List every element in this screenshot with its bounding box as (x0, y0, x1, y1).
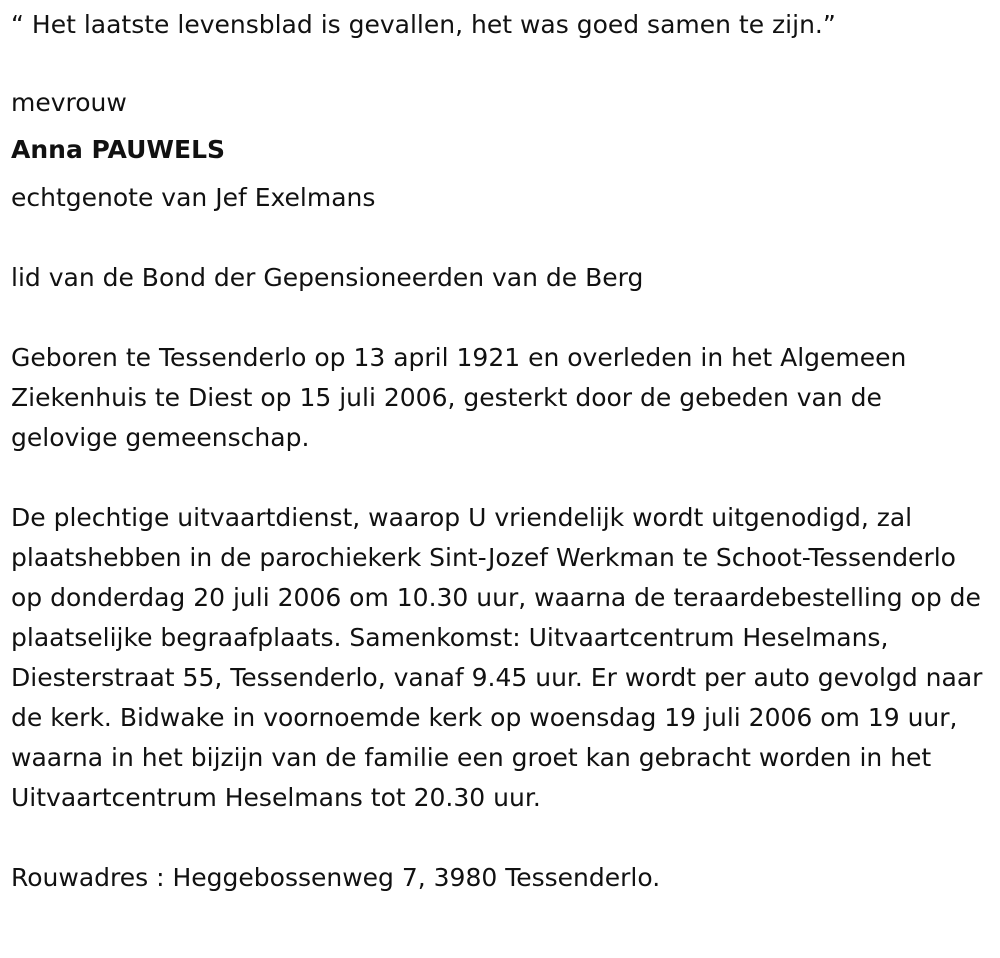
deceased-name: Anna PAUWELS (11, 135, 226, 164)
membership-line: lid van de Bond der Gepensioneerden van de Berg (11, 263, 644, 292)
spouse-line: echtgenote van Jef Exelmans (11, 183, 376, 212)
obituary-notice (11, 0, 986, 898)
memorial-quote: “ Het laatste levensblad is gevallen, het was goed samen te zijn.” (11, 10, 836, 39)
birth-death-paragraph: Geboren te Tessenderlo op 13 april 1921 en overleden in het Algemeen Ziekenhuis te Diest op 15 juli 2006, gesterkt door de gebeden van de gelovige gemeenschap. (11, 343, 907, 452)
mourning-address: Rouwadres : Heggebossenweg 7, 3980 Tessenderlo. (11, 863, 661, 892)
funeral-details-paragraph: De plechtige uitvaartdienst, waarop U vriendelijk wordt uitgenodigd, zal plaatshebben in de parochiekerk Sint-Jozef Werkman te Schoot-Tessenderlo op donderdag 20 juli 2006 om 10.30 uur, waarna de teraardebestelling op de plaatselijke begraafplaats. Samenkomst: Uitvaartcentrum Heselmans, Diesterstraat 55, Tessenderlo, vanaf 9.45 uur. Er wordt per auto gevolgd naar de kerk. Bidwake in voornoemde kerk op woensdag 19 juli 2006 om 19 uur, waarna in het bijzijn van de familie een groet kan gebracht worden in het Uitvaartcentrum Heselmans tot 20.30 uur. (11, 503, 983, 812)
salutation: mevrouw (11, 88, 127, 117)
